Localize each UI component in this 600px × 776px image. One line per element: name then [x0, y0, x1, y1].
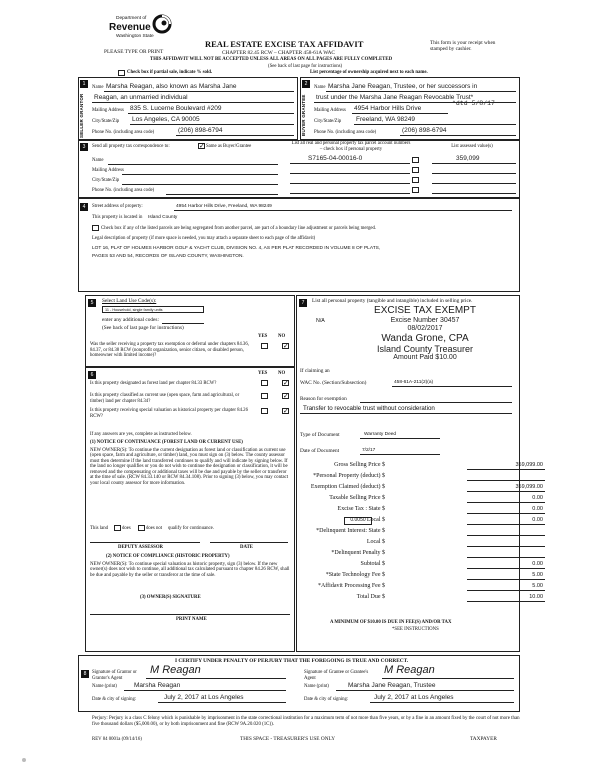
- seller-name-label: Name: [92, 85, 104, 90]
- tech-fee-row: [300, 572, 545, 582]
- treasurer-use: THIS SPACE - TREASURER'S USE ONLY: [240, 736, 336, 742]
- gross-label: Gross Selling Price $: [334, 462, 385, 468]
- gross-row: [300, 462, 545, 472]
- del-local-row: [300, 539, 545, 549]
- certify-statement: I CERTIFY UNDER PENALTY OF PERJURY THAT THE FOREGOING IS TRUE AND CORRECT.: [175, 658, 409, 664]
- seller-address[interactable]: 835 S. Lucerne Boulevard #209: [130, 105, 222, 112]
- parcel-header: List all real and personal property tax parcel account numbers – check box if personal property: [291, 141, 411, 152]
- section-1-number: 1: [80, 80, 88, 88]
- buyer-name-line2[interactable]: trust under the Marsha Jane Reagan Revocable Trust*: [316, 94, 474, 101]
- deputy-assessor-label: DEPUTY ASSESSOR: [118, 545, 164, 550]
- minimum-due-note: A MINIMUM OF $10.00 IS DUE IN FEE(S) AND/OR TAX: [330, 620, 452, 625]
- s6-q3-no[interactable]: [282, 408, 289, 414]
- form-warning: THIS AFFIDAVIT WILL NOT BE ACCEPTED UNLESS ALL AREAS ON ALL PAGES ARE FULLY COMPLETED: [150, 57, 393, 62]
- s6-q1: Is this property designated as forest land per chapter 84.33 RCW?: [90, 381, 217, 386]
- del-interest-label: *Delinquent Interest: State $: [316, 528, 385, 534]
- gross-value[interactable]: 359,099.00: [467, 462, 545, 470]
- legal-label: Legal description of property (if more space is needed, you may attach a separate sheet to each page of the affidavit): [92, 236, 316, 241]
- personal-property-checkbox-4[interactable]: [412, 187, 419, 193]
- dept-line1: Department of: [116, 16, 147, 21]
- street-label: Street address of property:: [92, 204, 143, 209]
- local-value[interactable]: 0.00: [467, 517, 545, 525]
- buyer-phone[interactable]: (206) 898-6794: [402, 127, 447, 134]
- claiming-label: If claiming an: [300, 368, 330, 374]
- local-label: Local $: [366, 517, 385, 523]
- exemption-row: [300, 484, 545, 494]
- del-penalty-value[interactable]: [467, 550, 545, 558]
- s6-q3-yes[interactable]: [261, 408, 268, 414]
- personal-property-na[interactable]: N/A: [316, 318, 325, 324]
- wac-value[interactable]: 458-61A-211(2)(a): [394, 380, 434, 385]
- personal-value[interactable]: [467, 473, 545, 481]
- s3-address-label: Mailing Address: [92, 168, 124, 173]
- notice2-title: (2) NOTICE OF COMPLIANCE (HISTORIC PROPERTY): [106, 554, 230, 559]
- wac-label: WAC No. (Section/Subsection): [300, 380, 367, 386]
- seller-name-line1[interactable]: Marsha Reagan, also known as Marsha Jane: [106, 83, 237, 90]
- owner-signature-label: (3) OWNER(S) SIGNATURE: [140, 595, 201, 600]
- del-local-label: Local $: [366, 539, 385, 545]
- stamp-line3: 08/02/2017: [407, 324, 443, 332]
- additional-codes-label: enter any additional codes:: [102, 317, 159, 323]
- grantee-sig-label: Signature of Grantee or Grantee's Agent: [304, 670, 369, 681]
- personal-property-checkbox-2[interactable]: [412, 167, 419, 173]
- seller-city[interactable]: Los Angeles, CA 90005: [132, 116, 200, 123]
- s5-question: Was the seller receiving a property tax exemption or deferral under chapters 84.36, 84.37, or 84.38 RCW (nonprofit organization, senior citizen, or disabled person, homeowner with limited income)?: [90, 342, 249, 359]
- s6-q2-yes[interactable]: [261, 393, 268, 399]
- segregated-checkbox[interactable]: [92, 225, 99, 231]
- type-or-print: PLEASE TYPE OR PRINT: [104, 49, 164, 55]
- buyer-name-line1[interactable]: Marsha Jane Reagan, Trustee, or her successors in: [328, 83, 478, 90]
- grantee-date-label: Date & city of signing:: [304, 697, 349, 702]
- partial-sale-checkbox[interactable]: [118, 70, 125, 76]
- section-5-number: 5: [88, 299, 96, 307]
- grantor-print[interactable]: Marsha Reagan: [134, 682, 181, 689]
- does-not-label: does not: [146, 526, 163, 531]
- stamp-line4: Wanda Grone, CPA: [381, 332, 469, 344]
- buyer-city[interactable]: Freeland, WA 98249: [356, 116, 416, 123]
- section-4-number: 4: [80, 203, 88, 211]
- s6-q2: Is this property classified as current use (open space, farm and agricultural, or timber) land per chapter 84.34?: [90, 393, 240, 404]
- excise-state-label: Excise Tax : State $: [337, 506, 385, 512]
- s3-city-label: City/State/Zip: [92, 178, 120, 183]
- notice1-body: NEW OWNER(S): To continue the current designation as forest land or classification as current use (open space, farm and agriculture, or timber) land, you must sign on (3) below. The county assessor must then determine if the land transferred continues to qualify and will indicate by signing below. If the land no longer qualifies or you do not wish to continue the designation or classification, it will be removed and the compensating or additional taxes will be due and payable by the seller or transferor at the time of sale. (RCW 84.33.140 or RCW 84.34.108). Prior to signing (3) below, you may contact your local county assessor for more information.: [90, 448, 289, 486]
- does-checkbox[interactable]: [114, 525, 121, 531]
- personal-row: [300, 473, 545, 483]
- notice1-title: (1) NOTICE OF CONTINUANCE (FOREST LAND OR CURRENT USE): [90, 440, 243, 445]
- dept-line3: Washington State: [116, 34, 154, 39]
- doc-type-value[interactable]: Warranty Deed: [364, 432, 397, 437]
- perjury-note: Perjury: Perjury is a class C felony which is punishable by imprisonment in the state correctional institution for a maximum term of not more than five years, or by a fine in an amount fixed by the court of not more than five thousand dollars ($5,000.00), or by both imprisonment and fine (RCW 9A.20.020 (1C)).: [92, 716, 520, 727]
- see-instructions: (See back of last page for instructions): [268, 64, 343, 69]
- does-label: does: [122, 526, 131, 531]
- total-value[interactable]: 10.00: [467, 594, 545, 602]
- seller-address-label: Mailing Address: [92, 108, 124, 113]
- legal-line2[interactable]: PAGES 53 AND 54, RECORDS OF ISLAND COUNTY, WASHINGTON.: [92, 254, 244, 259]
- notice2-body: NEW OWNER(S): To continue special valuation as historic property, sign (3) below. If the new owner(s) does not wish to continue, all additional tax calculated pursuant to chapter 84.26 RCW, shall be due and payable by the seller or transferor at the time of sale.: [90, 562, 290, 578]
- grantee-date[interactable]: July 2, 2017 at Los Angeles: [374, 694, 454, 701]
- buyer-address[interactable]: 4954 Harbor Hills Drive: [354, 105, 422, 112]
- affidavit-fee-label: *Affidavit Processing Fee $: [317, 583, 385, 589]
- personal-property-list-label: List all personal property (tangible and intangible) included in selling price.: [312, 298, 473, 304]
- reason-label: Reason for exemption: [300, 396, 347, 402]
- seller-phone[interactable]: (206) 898-6794: [178, 127, 223, 134]
- seller-city-label: City/State/Zip: [92, 119, 120, 124]
- stamp-line5: Island County Treasurer: [376, 344, 474, 355]
- taxable-label: Taxable Selling Price $: [329, 495, 385, 501]
- land-use-select[interactable]: [102, 306, 204, 313]
- exemption-value[interactable]: 359,099.00: [467, 484, 545, 492]
- doc-type-label: Type of Document: [300, 432, 340, 438]
- seller-phone-label: Phone No. (including area code): [92, 130, 155, 135]
- grantor-date-label: Date & city of signing:: [92, 697, 137, 702]
- grantor-signature[interactable]: M Reagan: [150, 664, 201, 676]
- subtotal-row: [300, 561, 545, 571]
- section-8-number: 8: [81, 670, 89, 678]
- tech-fee-label: *State Technology Fee $: [325, 572, 385, 578]
- total-row: [300, 594, 545, 604]
- street-value[interactable]: 4954 Harbor Hills Drive, Freeland, WA 98249: [176, 204, 272, 209]
- s5-no-header: NO: [278, 334, 286, 339]
- legal-line1[interactable]: LOT 16, PLAT OF HOLMES HARBOR GOLF & YACHT CLUB, DIVISION NO. 4, AS PER PLAT RECORDED IN VOLUME 8 OF PLATS,: [92, 246, 381, 251]
- parcel-number[interactable]: S7165-04-00016-0: [308, 155, 363, 162]
- tech-fee-value[interactable]: 5.00: [467, 572, 545, 580]
- partial-sale-label: Check box if partial sale, indicate % sold.: [127, 70, 213, 75]
- ownership-note: List percentage of ownership acquired next to each name.: [310, 70, 428, 75]
- subtotal-label: Subtotal $: [360, 561, 385, 567]
- grantor-sig-label: Signature of Grantor or Grantor's Agent: [92, 670, 137, 681]
- revenue-swirl-icon: [152, 14, 172, 34]
- does-not-checkbox[interactable]: [138, 525, 145, 531]
- see-instructions-note: *SEE INSTRUCTIONS: [392, 627, 439, 632]
- personal-label: *Personal Property (deduct) $: [313, 473, 385, 479]
- seller-vlabel: SELLER GRANTOR: [79, 93, 84, 138]
- del-interest-value[interactable]: [467, 528, 545, 536]
- county-value[interactable]: Island County: [148, 215, 178, 220]
- section-2-number: 2: [302, 80, 310, 88]
- buyer-dtd-note: *dtd 5/8/17: [452, 100, 495, 107]
- exemption-label: Exemption Claimed (deduct) $: [310, 484, 385, 490]
- assessed-header: List assessed value(s): [451, 144, 493, 149]
- date-label: DATE: [240, 545, 253, 550]
- del-local-value[interactable]: [467, 539, 545, 547]
- taxable-row: [300, 495, 545, 505]
- subtotal-value[interactable]: 0.00: [467, 561, 545, 569]
- buyer-address-label: Mailing Address: [314, 108, 346, 113]
- s6-q1-yes[interactable]: [261, 380, 268, 386]
- grantor-print-label: Name (print): [92, 684, 117, 689]
- local-row: [300, 517, 545, 527]
- s3-phone-label: Phone No. (including area code): [92, 188, 155, 193]
- receipt-note: This form is your receipt when stamped by cashier.: [430, 40, 496, 53]
- section-6-number: 6: [88, 371, 96, 379]
- stamp-line2: Excise Number 30457: [390, 316, 460, 324]
- affidavit-fee-row: [300, 583, 545, 593]
- section-3-number: 3: [80, 143, 88, 151]
- personal-property-checkbox-1[interactable]: [412, 157, 419, 163]
- s5-yes-header: YES: [258, 334, 268, 339]
- land-use-label: Select Land Use Code(s):: [102, 298, 157, 304]
- if-yes-note: If any answers are yes, complete as instructed below.: [90, 432, 192, 437]
- send-label: Send all property tax correspondence to:: [92, 144, 170, 149]
- stamp-line6: Amount Paid $10.00: [393, 354, 457, 362]
- excise-exempt-stamp: [340, 305, 510, 375]
- affidavit-fee-value[interactable]: 5.00: [467, 583, 545, 591]
- s6-q3: Is this property receiving special valuation as historical property per chapter 84.26 RCW?: [90, 408, 248, 419]
- del-interest-row: [300, 528, 545, 538]
- dept-line2: Revenue: [109, 22, 151, 33]
- buyer-phone-label: Phone No. (including area code): [314, 130, 377, 135]
- taxpayer-copy: TAXPAYER: [470, 736, 497, 742]
- segregated-label: Check box if any of the listed parcels are being segregated from another parcel, are part of a boundary line adjustment or parcels being merged.: [101, 226, 377, 231]
- s5-no-checkbox[interactable]: [282, 343, 289, 349]
- del-penalty-row: [300, 550, 545, 560]
- personal-property-checkbox-3[interactable]: [412, 177, 419, 183]
- same-as-buyer-checkbox[interactable]: [198, 143, 205, 149]
- form-chapter: CHAPTER 82.45 RCW – CHAPTER 458-61A WAC: [222, 50, 335, 56]
- located-label: This property is located in: [92, 215, 143, 220]
- buyer-name-label: Name: [314, 85, 326, 90]
- rev-number: REV 84 0001a (09/14/16): [92, 737, 142, 742]
- qualify-label: qualify for continuance.: [168, 526, 214, 531]
- s6-yes-header: YES: [258, 371, 268, 376]
- this-land-label: This land: [90, 526, 108, 531]
- s5-yes-checkbox[interactable]: [261, 343, 268, 349]
- total-label: Total Due $: [356, 594, 385, 600]
- reason-value[interactable]: Transfer to revocable trust without consideration: [303, 405, 435, 412]
- same-as-buyer-label: Same as Buyer/Grantee: [206, 144, 252, 149]
- grantee-print[interactable]: Marsha Jane Reagan, Trustee: [348, 682, 436, 689]
- print-name-label: PRINT NAME: [176, 617, 207, 622]
- s6-q1-no[interactable]: [282, 380, 289, 386]
- grantee-print-label: Name (print): [304, 684, 329, 689]
- section-4: [78, 198, 520, 292]
- section-7-number: 7: [299, 299, 307, 307]
- seller-name-line2[interactable]: Reagan, an unmarried individual: [94, 94, 188, 101]
- see-back-label: (See back of last page for instructions): [102, 325, 184, 331]
- land-use-value: 11 - Household, single family units: [105, 308, 163, 312]
- doc-date-label: Date of Document: [300, 448, 340, 454]
- grantee-signature[interactable]: M Reagan: [384, 664, 435, 676]
- excise-state-row: [300, 506, 545, 516]
- buyer-vlabel: BUYER GRANTEE: [301, 94, 306, 137]
- del-penalty-label: *Delinquent Penalty $: [331, 550, 385, 556]
- scan-mark: [22, 758, 26, 762]
- taxable-value[interactable]: 0.00: [467, 495, 545, 503]
- s6-no-header: NO: [278, 371, 286, 376]
- grantor-date[interactable]: July 2, 2017 at Los Angeles: [164, 694, 244, 701]
- s6-q2-no[interactable]: [282, 393, 289, 399]
- local-rate[interactable]: 0.0050: [344, 517, 372, 525]
- s3-name-label: Name: [92, 158, 104, 163]
- buyer-city-label: City/State/Zip: [314, 119, 342, 124]
- dor-logo: [104, 14, 179, 50]
- stamp-line1: EXCISE TAX EXEMPT: [374, 305, 476, 316]
- form-title: REAL ESTATE EXCISE TAX AFFIDAVIT: [205, 39, 364, 49]
- excise-state-value[interactable]: 0.00: [467, 506, 545, 514]
- doc-date-value[interactable]: 7/2/17: [362, 448, 376, 453]
- assessed-value[interactable]: 359,099: [456, 155, 480, 162]
